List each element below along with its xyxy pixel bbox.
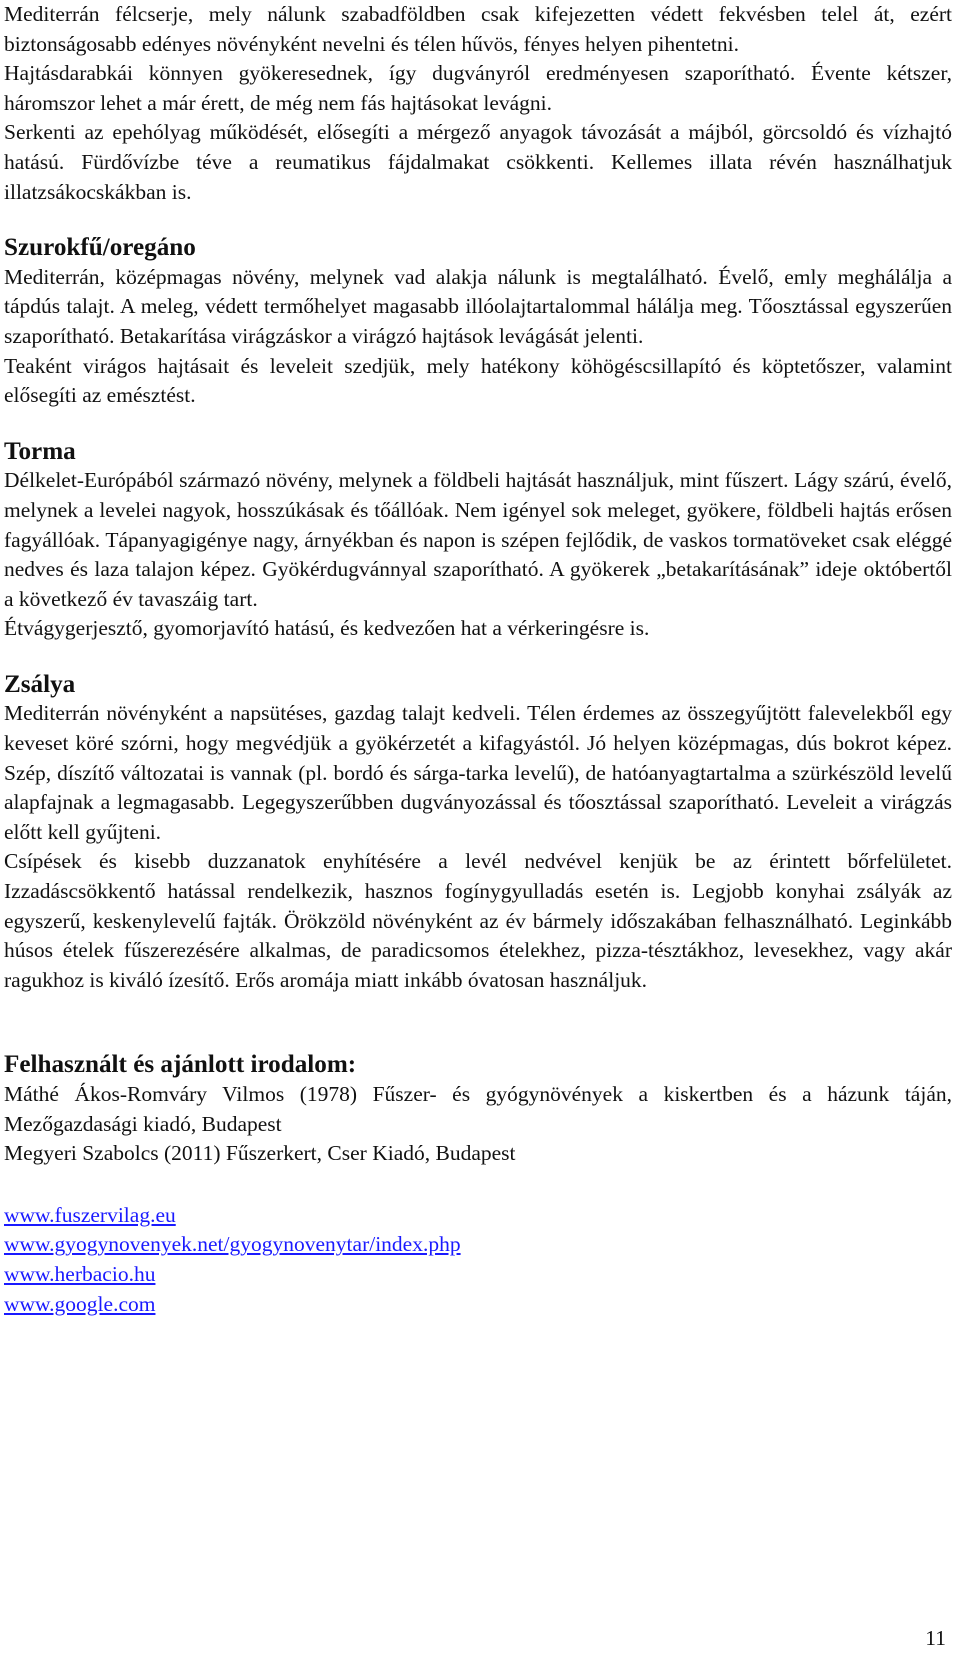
bibliography-title: Felhasznált és ajánlott irodalom: <box>4 1051 357 1079</box>
document-page <box>4 0 952 1319</box>
intro-paragraph-1: Mediterrán félcserje, mely nálunk szabadföldben csak kifejezetten védett fekvésben telel át, ezért biztonságosabb edényes növényként nevelni és télen hűvös, fényes helyen pihentetni. <box>4 2 952 56</box>
oregano-paragraph-1: Mediterrán, középmagas növény, melynek vad alakja nálunk is megtalálható. Évelő, emly meghálálja a tápdús talajt. A meleg, védett termőhelyet magasabb illóolajtartalommal hálálja meg. Tőosztással egyszerűen szaporítható. Betakarítása virágzáskor a virágzó hajtások levágását jelenti. <box>4 264 952 348</box>
intro-paragraph-2: Hajtásdarabkái könnyen gyökeresednek, így dugványról eredményesen szaporítható. Évente kétszer, háromszor lehet a már érett, de még nem fás hajtásokat levágni. <box>4 61 952 115</box>
section-title-torma: Torma <box>4 437 76 465</box>
page-number: 11 <box>925 1626 946 1650</box>
torma-paragraph-1: Délkelet-Európából származó növény, melynek a földbeli hajtását használjuk, mint fűszert. Lágy szárú, évelő, melynek a levelei nagyok, hosszúkásak és tőállóak. Nem igényel sok meleget, gyökere, földbeli hajtás erősen fagyállóak. Tápanyagigénye nagy, árnyékban és napon is szépen fejlődik, de vaskos tormatöveket csak eléggé nedves és laza talajon képez. Gyökérdugvánnyal szaporítható. A gyökerek „betakarításának” ideje októbertől a következő év tavaszáig tart. <box>4 468 952 611</box>
link-gyogynovenyek[interactable]: www.gyogynovenyek.net/gyogynovenytar/index.php <box>4 1232 461 1257</box>
link-herbacio[interactable]: www.herbacio.hu <box>4 1261 156 1286</box>
link-google[interactable]: www.google.com <box>4 1291 156 1316</box>
zsalya-paragraph-1: Mediterrán növényként a napsütéses, gazdag talajt kedveli. Télen érdemes az összegyűjtött falevelekből egy keveset köré szórni, hogy megvédjük a gyökérzetét a kifagyástól. Jó helyen középmagas, dús bokrot képez. Szép, díszítő változatai is vannak (pl. bordó és sárga-tarka levelű), de hatóanyagtartalma a szürkészöld levelű alapfajnak a legmagasabb. Legegyszerűbben dugványozással és tőosztással szaporítható. Leveleit a virágzás előtt kell gyűjteni. <box>4 701 952 844</box>
section-title-zsalya: Zsálya <box>4 670 76 698</box>
link-fuszervilag[interactable]: www.fuszervilag.eu <box>4 1202 176 1227</box>
bibliography-entry: Máthé Ákos-Romváry Vilmos (1978) Fűszer- és gyógynövények a kiskertben és a házunk táján, Mezőgazdasági kiadó, Budapest <box>4 1082 952 1136</box>
torma-paragraph-2: Étvágygerjesztő, gyomorjavító hatású, és kedvezően hat a vérkeringésre is. <box>4 616 650 641</box>
oregano-paragraph-2: Teaként virágos hajtásait és leveleit szedjük, mely hatékony köhögéscsillapító és köptetőszer, valamint elősegíti az emésztést. <box>4 353 952 408</box>
bibliography-entry: Megyeri Szabolcs (2011) Fűszerkert, Cser Kiadó, Budapest <box>4 1141 516 1166</box>
section-title-oregano: Szurokfű/oregáno <box>4 234 196 262</box>
intro-paragraph-3: Serkenti az epehólyag működését, elősegíti a mérgező anyagok távozását a májból, görcsoldó és vízhajtó hatású. Fürdővízbe téve a reumatikus fájdalmakat csökkenti. Kellemes illata révén használhatjuk illatzsákocskákban is. <box>4 120 952 204</box>
zsalya-paragraph-2: Csípések és kisebb duzzanatok enyhítésére a levél nedvével kenjük be az érintett bőrfelületet. Izzadáscsökkentő hatással rendelkezik, hasznos fogínygyulladás esetén is. Legjobb konyhai zsályák az egyszerű, keskenylevelű fajták. Örökzöld növényként az év bármely időszakában felhasználható. Leginkább húsos ételek fűszerezésére alkalmas, de paradicsomos ételekhez, pizza-tésztákhoz, levesekhez, vagy akár ragukhoz is kiváló ízesítő. Erős aromája miatt inkább óvatosan használjuk. <box>4 849 952 992</box>
